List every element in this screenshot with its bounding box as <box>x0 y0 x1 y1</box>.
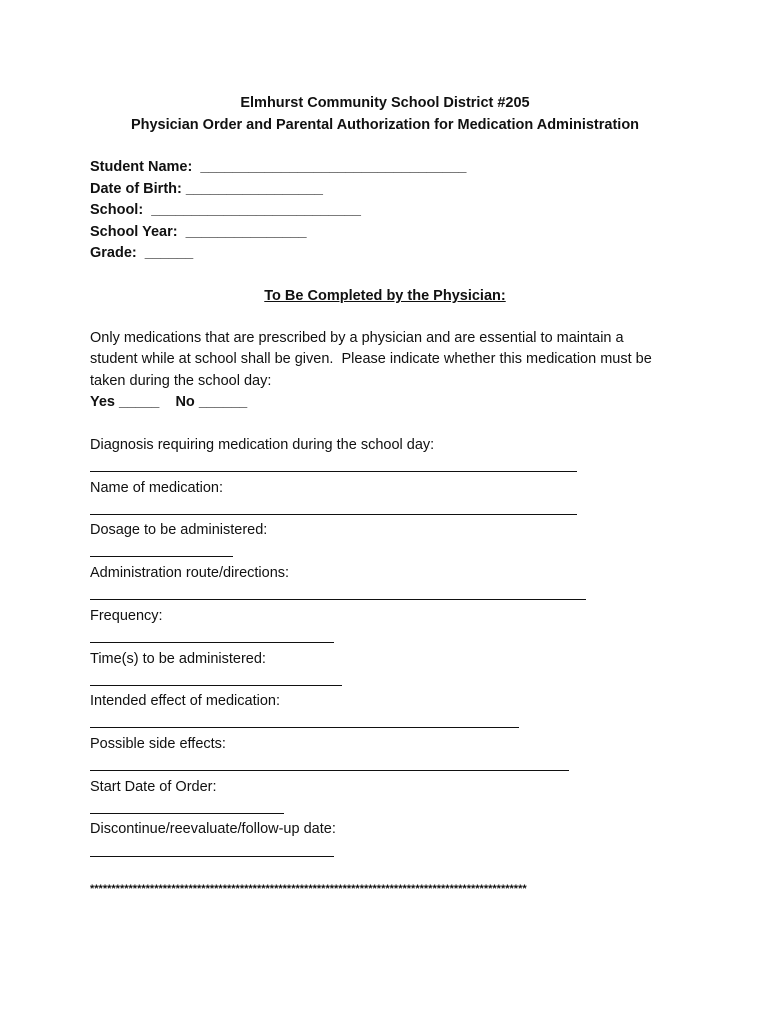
times-label: Time(s) to be administered: <box>90 651 266 667</box>
asterisk-separator: ****************************************************************************************************** <box>90 883 527 895</box>
dosage-label: Dosage to be administered: <box>90 522 268 538</box>
physician-section-heading: To Be Completed by the Physician: <box>264 288 506 304</box>
diagnosis-input-line[interactable] <box>90 471 577 472</box>
form-title: Physician Order and Parental Authorization for Medication Administration <box>130 117 640 133</box>
times-input-line[interactable] <box>90 685 342 686</box>
intro-line-1: Only medications that are prescribed by a physician and are essential to maintain a <box>90 330 624 346</box>
route-label: Administration route/directions: <box>90 565 290 581</box>
intro-line-3: taken during the school day: <box>90 373 272 389</box>
start-date-input-line[interactable] <box>90 813 284 814</box>
school-field[interactable]: School: __________________________ <box>90 202 361 218</box>
dosage-input-line[interactable] <box>90 556 233 557</box>
route-input-line[interactable] <box>90 599 586 600</box>
medication-name-label: Name of medication: <box>90 480 223 496</box>
discontinue-label: Discontinue/reevaluate/follow-up date: <box>90 821 336 837</box>
intended-effect-label: Intended effect of medication: <box>90 693 280 709</box>
district-title: Elmhurst Community School District #205 <box>240 95 530 111</box>
grade-field[interactable]: Grade: ______ <box>90 245 194 261</box>
student-name-field[interactable]: Student Name: _________________________________ <box>90 159 467 175</box>
school-year-field[interactable]: School Year: _______________ <box>90 224 307 240</box>
medication-name-input-line[interactable] <box>90 514 577 515</box>
start-date-label: Start Date of Order: <box>90 779 217 795</box>
discontinue-input-line[interactable] <box>90 856 334 857</box>
side-effects-label: Possible side effects: <box>90 736 226 752</box>
frequency-input-line[interactable] <box>90 642 334 643</box>
yes-no-field[interactable]: Yes _____ No ______ <box>90 394 248 410</box>
date-of-birth-field[interactable]: Date of Birth: _________________ <box>90 181 323 197</box>
diagnosis-label: Diagnosis requiring medication during the school day: <box>90 437 435 453</box>
intro-line-2: student while at school shall be given. Please indicate whether this medication must be <box>90 351 652 367</box>
intended-effect-input-line[interactable] <box>90 727 519 728</box>
side-effects-input-line[interactable] <box>90 770 569 771</box>
frequency-label: Frequency: <box>90 608 163 624</box>
